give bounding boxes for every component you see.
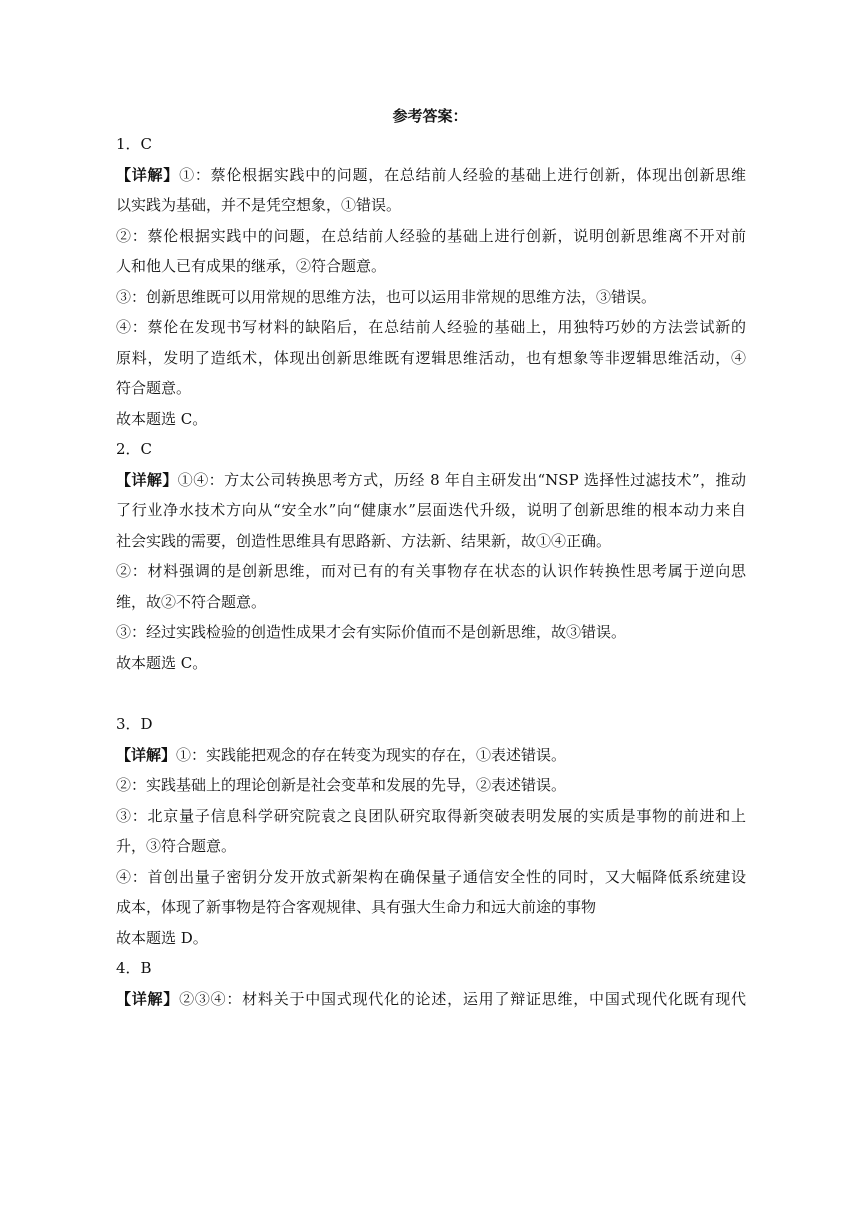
answer-text: 以实践为基础，并不是凭空想象，①错误。 <box>116 196 402 214</box>
answer-line <box>116 256 746 276</box>
answer-line <box>116 867 746 887</box>
answer-line <box>116 653 746 673</box>
answer-line <box>116 470 746 490</box>
answer-line <box>116 348 746 368</box>
answer-text: 故本题选 C。 <box>116 409 208 428</box>
answer-line <box>116 195 746 215</box>
answer-line <box>116 775 746 795</box>
question-number: 1．C <box>116 135 153 153</box>
answer-text: ②：实践基础上的理论创新是社会变革和发展的先导，②表述错误。 <box>116 776 567 794</box>
answer-line <box>116 165 746 185</box>
answer-text: ①④：方太公司转换思考方式，历经 8 年自主研发出“NSP 选择性过滤技术”，推动 <box>177 470 746 489</box>
detail-tag: 【详解】 <box>116 165 180 184</box>
answer-line <box>116 897 746 917</box>
answer-text: ②：蔡伦根据实践中的问题，在总结前人经验的基础上进行创新，说明创新思维离不开对前 <box>116 226 746 245</box>
answer-line <box>116 500 746 520</box>
answer-line <box>116 806 746 826</box>
answer-text: ②③④：材料关于中国式现代化的论述，运用了辩证思维，中国式现代化既有现代 <box>179 989 746 1008</box>
answer-text: 社会实践的需要，创造性思维具有思路新、方法新、结果新，故①④正确。 <box>116 531 612 550</box>
answer-line <box>116 409 746 429</box>
detail-tag: 【详解】 <box>116 745 177 764</box>
answer-text: 故本题选 D。 <box>116 928 208 947</box>
answer-line <box>116 287 746 307</box>
question-number: 4．B <box>116 959 152 977</box>
answer-text: ④：蔡伦在发现书写材料的缺陷后，在总结前人经验的基础上，用独特巧妙的方法尝试新的 <box>116 318 746 336</box>
question-number: 2．C <box>116 440 153 458</box>
detail-tag: 【详解】 <box>116 989 180 1008</box>
answer-text: ①：实践能把观念的存在转变为现实的存在，①表述错误。 <box>176 745 567 764</box>
answer-line <box>116 928 746 948</box>
answer-line <box>116 989 746 1009</box>
page-title: 参考答案： <box>392 107 468 125</box>
answer-line <box>116 622 746 642</box>
answer-line <box>116 226 746 246</box>
answer-text: ②：材料强调的是创新思维，而对已有的有关事物存在状态的认识作转换性思考属于逆向思 <box>116 562 746 580</box>
answer-line <box>116 592 746 612</box>
answer-text: 升，③符合题意。 <box>116 837 237 855</box>
answer-line <box>116 745 746 765</box>
answer-text: 成本，体现了新事物是符合客观规律、具有强大生命力和远大前途的事物 <box>116 898 597 916</box>
detail-tag: 【详解】 <box>116 470 178 489</box>
section-gap <box>116 683 746 714</box>
answer-text: 符合题意。 <box>116 379 192 397</box>
answer-text: 了行业净水技术方向从“安全水”向“健康水”层面迭代升级，说明了创新思维的根本动力来自 <box>116 501 746 519</box>
answer-text: 人和他人已有成果的继承，②符合题意。 <box>116 257 387 275</box>
answer-text: ③：经过实践检验的创造性成果才会有实际价值而不是创新思维，故③错误。 <box>116 623 627 641</box>
answer-line <box>116 378 746 398</box>
answer-line <box>116 317 746 337</box>
answer-line <box>116 561 746 581</box>
answer-text: ③：北京量子信息科学研究院袁之良团队研究取得新突破表明发展的实质是事物的前进和上 <box>116 806 746 825</box>
answer-text: 原料，发明了造纸术，体现出创新思维既有逻辑思维活动，也有想象等非逻辑思维活动，④ <box>116 348 746 367</box>
question-number: 3．D <box>116 715 153 733</box>
answer-line <box>116 531 746 551</box>
answer-content <box>116 134 746 1019</box>
answer-text: ①：蔡伦根据实践中的问题，在总结前人经验的基础上进行创新，体现出创新思维 <box>179 165 746 184</box>
answer-text: 维，故②不符合题意。 <box>116 592 267 611</box>
answer-line <box>116 836 746 856</box>
answer-text: 故本题选 C。 <box>116 653 208 672</box>
answer-text: ④：首创出量子密钥分发开放式新架构在确保量子通信安全性的同时，又大幅降低系统建设 <box>116 867 746 886</box>
answer-text: ③：创新思维既可以用常规的思维方法，也可以运用非常规的思维方法，③错误。 <box>116 287 657 306</box>
